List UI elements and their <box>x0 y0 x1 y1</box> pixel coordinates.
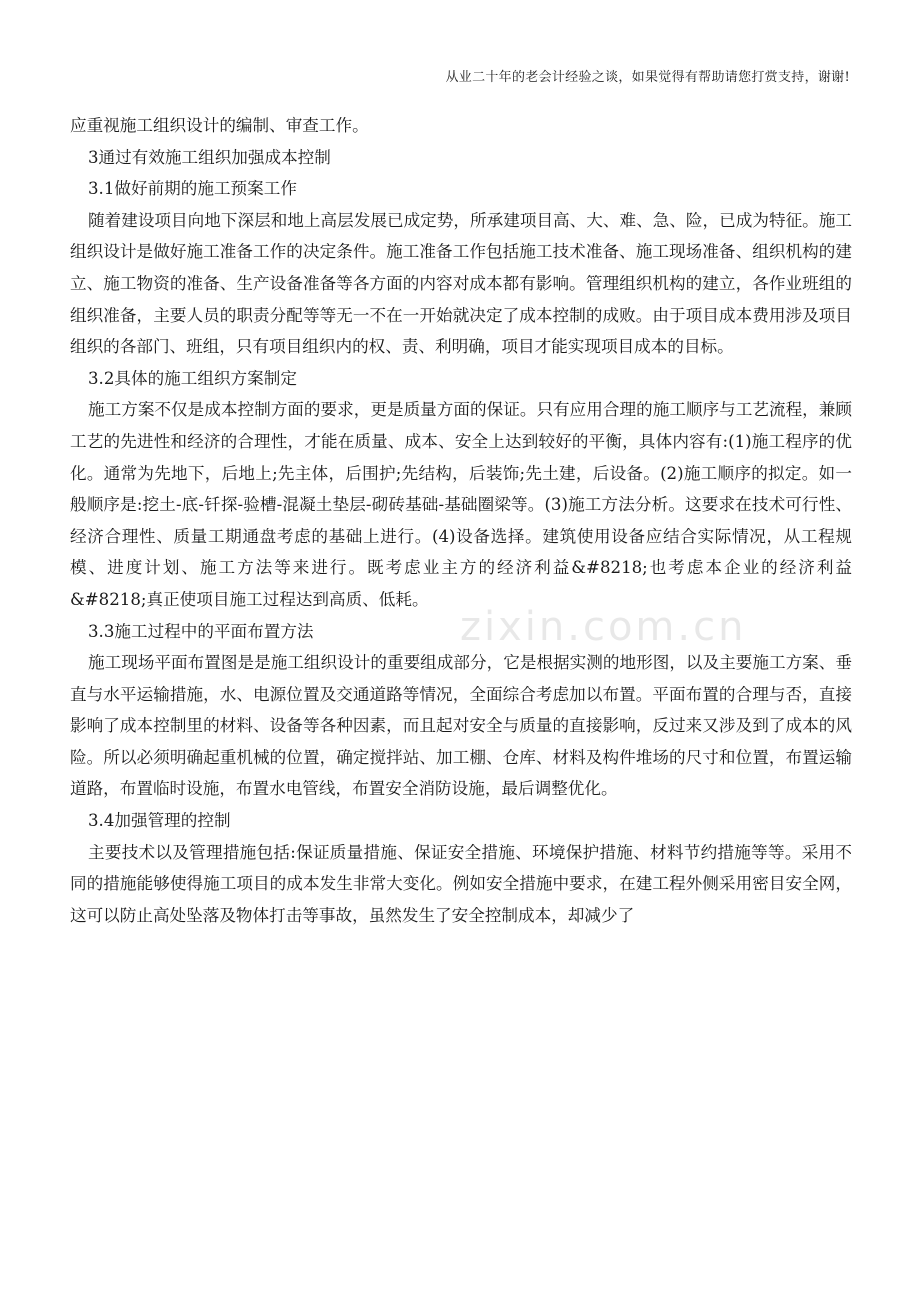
subsection-heading-3-1: 3.1做好前期的施工预案工作 <box>88 179 297 199</box>
header-note: 从业二十年的老会计经验之谈，如果觉得有帮助请您打赏支持，谢谢! <box>445 70 850 85</box>
paragraph: 主要技术以及管理措施包括:保证质量措施、保证安全措施、环境保护措施、材料节约措施等等。采用不同的措施能够使得施工项目的成本发生非常大变化。例如安全措施中要求，在建工程外侧采用密目安全网，这可以防止高处坠落及物体打击等事故，虽然发生了安全控制成本，却减少了 <box>70 842 852 925</box>
paragraph: 施工方案不仅是成本控制方面的要求，更是质量方面的保证。只有应用合理的施工顺序与工艺流程，兼顾工艺的先进性和经济的合理性，才能在质量、成本、安全上达到较好的平衡，具体内容有:(1)施工程序的优化。通常为先地下，后地上;先主体，后围护;先结构，后装饰;先土建，后设备。(2)施工顺序的拟定。如一般顺序是:挖土-底-钎探-验槽-混凝土垫层-砌砖基础-基础圈梁等。(3)施工方法分析。这要求在技术可行性、经济合理性、质量工期通盘考虑的基础上进行。(4)设备选择。建筑使用设备应结合实际情况，从工程规模、进度计划、施工方法等来进行。既考虑业主方的经济利益&#8218;也考虑本企业的经济利益&#8218;真正使项目施工过程达到高质、低耗。 <box>70 400 852 609</box>
paragraph: 应重视施工组织设计的编制、审查工作。 <box>70 116 369 135</box>
section-heading-3: 3通过有效施工组织加强成本控制 <box>88 147 331 167</box>
watermark: zixin.com.cn <box>460 604 747 650</box>
subsection-heading-3-4: 3.4加强管理的控制 <box>88 811 231 831</box>
paragraph: 施工现场平面布置图是是施工组织设计的重要组成部分，它是根据实测的地形图，以及主要施工方案、垂直与水平运输措施，水、电源位置及交通道路等情况，全面综合考虑加以布置。平面布置的合理与否，直接影响了成本控制里的材料、设备等各种因素，而且起对安全与质量的直接影响，反过来又涉及到了成本的风险。所以必须明确起重机械的位置，确定搅拌站、加工棚、仓库、材料及构件堆场的尺寸和位置，布置运输道路，布置临时设施，布置水电管线，布置安全消防设施，最后调整优化。 <box>70 653 852 799</box>
subsection-heading-3-3: 3.3施工过程中的平面布置方法 <box>88 621 314 641</box>
paragraph: 随着建设项目向地下深层和地上高层发展已成定势，所承建项目高、大、难、急、险，已成为特征。施工组织设计是做好施工准备工作的决定条件。施工准备工作包括施工技术准备、施工现场准备、组织机构的建立、施工物资的准备、生产设备准备等各方面的内容对成本都有影响。管理组织机构的建立，各作业班组的组织准备，主要人员的职责分配等等无一不在一开始就决定了成本控制的成败。由于项目成本费用涉及项目组织的各部门、班组，只有项目组织内的权、责、利明确，项目才能实现项目成本的目标。 <box>70 210 852 357</box>
document-body <box>70 110 852 931</box>
subsection-heading-3-2: 3.2具体的施工组织方案制定 <box>88 368 297 388</box>
